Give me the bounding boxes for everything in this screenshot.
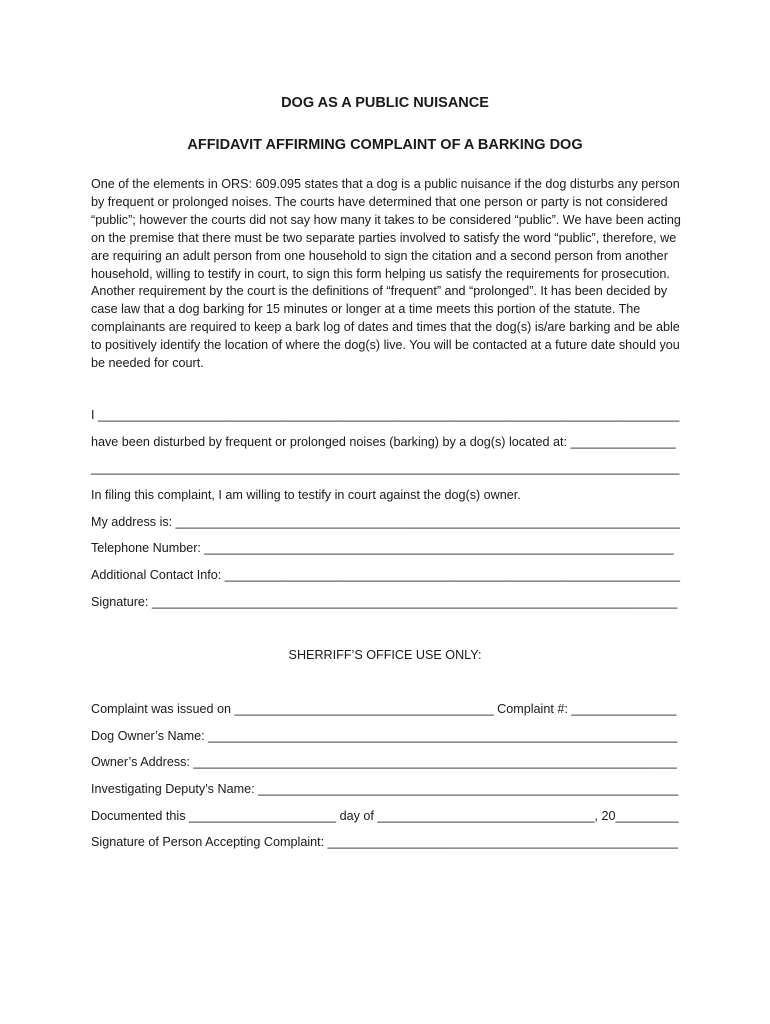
- deputy-name-field[interactable]: Investigating Deputy’s Name: ____________________________________________________________: [91, 782, 679, 796]
- telephone-field[interactable]: Telephone Number: ___________________________________________________________________: [91, 541, 674, 555]
- signature-field[interactable]: Signature: ___________________________________________________________________________: [91, 595, 678, 609]
- owner-address-field[interactable]: Owner’s Address: _____________________________________________________________________: [91, 755, 677, 769]
- document-title: DOG AS A PUBLIC NUISANCE: [281, 95, 489, 111]
- testify-statement: In filing this complaint, I am willing to testify in court against the dog(s) owner.: [91, 488, 521, 502]
- location-continuation-field[interactable]: ____________________________________________________________________________________: [91, 461, 680, 475]
- accepting-signature-field[interactable]: Signature of Person Accepting Complaint: __________________________________________________: [91, 835, 678, 849]
- additional-contact-field[interactable]: Additional Contact Info: _________________________________________________________________: [91, 568, 680, 582]
- documented-date-field[interactable]: Documented this _____________________ day of _______________________________, 20_________: [91, 809, 679, 823]
- office-use-heading: SHERRIFF’S OFFICE USE ONLY:: [288, 648, 482, 662]
- address-field[interactable]: My address is: ________________________________________________________________________: [91, 515, 680, 529]
- disturbed-location-field[interactable]: have been disturbed by frequent or prolonged noises (barking) by a dog(s) located at: _______________: [91, 435, 676, 449]
- document-subtitle: AFFIDAVIT AFFIRMING COMPLAINT OF A BARKING DOG: [187, 137, 583, 153]
- complainant-name-field[interactable]: I ___________________________________________________________________________________: [91, 408, 680, 422]
- intro-paragraph: One of the elements in ORS: 609.095 states that a dog is a public nuisance if the dog disturbs any person by frequent or prolonged noises. The courts have determined that one person or party is not considered “public”; however the courts did not say how many it takes to be considered “public”. We have been acting on the premise that there must be two separate parties involved to satisfy the word “public”, therefore, we are requiring an adult person from one household to sign the citation and a second person from another household, willing to testify in court, to sign this form helping us satisfy the requirements for prosecution. Another requirement by the court is the definitions of “frequent” and “prolonged”. It has been decided by case law that a dog barking for 15 minutes or longer at a time meets this portion of the statute. The complainants are required to keep a bark log of dates and times that the dog(s) is/are barking and be able to positively identify the location of where the dog(s) live. You will be contacted at a future date should you be needed for court.: [91, 177, 681, 371]
- dog-owner-name-field[interactable]: Dog Owner’s Name: ___________________________________________________________________: [91, 729, 678, 743]
- complaint-issued-field[interactable]: Complaint was issued on _____________________________________ Complaint #: _______________: [91, 702, 677, 716]
